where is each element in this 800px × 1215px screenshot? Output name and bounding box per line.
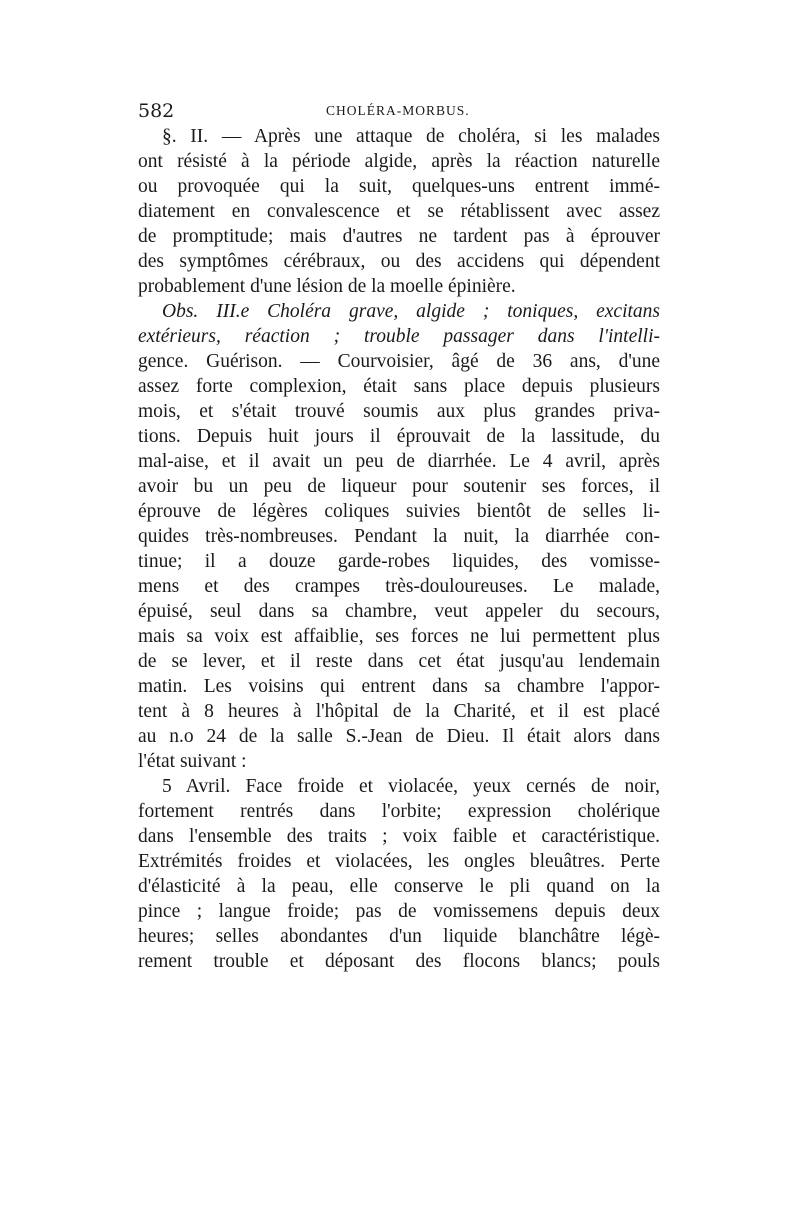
text-line: au n.o 24 de la salle S.-Jean de Dieu. Il était alors dans (138, 726, 660, 747)
running-head: CHOLÉRA-MORBUS. (326, 103, 470, 118)
text-line: des symptômes cérébraux, ou des accidens qui dépendent (138, 251, 660, 272)
text-line: Extrémités froides et violacées, les ongles bleuâtres. Perte (138, 851, 660, 872)
text-line: de se lever, et il reste dans cet état jusqu'au lendemain (138, 651, 660, 672)
text-line: d'élasticité à la peau, elle conserve le pli quand on la (138, 876, 660, 897)
text-line: diatement en convalescence et se rétablissent avec assez (138, 201, 660, 222)
text-line: ont résisté à la période algide, après la réaction naturelle (138, 151, 660, 172)
text-line: éprouve de légères coliques suivies bientôt de selles li- (138, 501, 660, 522)
text-line: 5 Avril. Face froide et violacée, yeux cernés de noir, (162, 776, 660, 797)
text-line: mois, et s'était trouvé soumis aux plus grandes priva- (138, 401, 660, 422)
text-line: §. II. — Après une attaque de choléra, si les malades (162, 126, 660, 147)
text-line: mens et des crampes très-douloureuses. Le malade, (138, 576, 660, 597)
text-line: tions. Depuis huit jours il éprouvait de la lassitude, du (138, 426, 660, 447)
text-line: rement trouble et déposant des flocons blancs; pouls (138, 951, 660, 972)
text-line: probablement d'une lésion de la moelle épinière. (138, 276, 516, 297)
text-line: dans l'ensemble des traits ; voix faible et caractéristique. (138, 826, 660, 847)
page-number: 582 (138, 100, 175, 122)
text-line: épuisé, seul dans sa chambre, veut appeler du secours, (138, 601, 660, 622)
text-line: ou provoquée qui la suit, quelques-uns entrent immé- (138, 176, 660, 197)
text-line: heures; selles abondantes d'un liquide blanchâtre légè- (138, 926, 660, 947)
text-line: matin. Les voisins qui entrent dans sa chambre l'appor- (138, 676, 660, 697)
text-line: mais sa voix est affaiblie, ses forces ne lui permettent plus (138, 626, 660, 647)
text-line: tent à 8 heures à l'hôpital de la Charité, et il est placé (138, 701, 660, 722)
text-line: extérieurs, réaction ; trouble passager dans l'intelli- (138, 326, 660, 347)
text-line: tinue; il a douze garde-robes liquides, des vomisse- (138, 551, 660, 572)
text-line: assez forte complexion, était sans place depuis plusieurs (138, 376, 660, 397)
text-line: avoir bu un peu de liqueur pour soutenir ses forces, il (138, 476, 660, 497)
text-line: de promptitude; mais d'autres ne tardent pas à éprouver (138, 226, 660, 247)
page-header (138, 100, 658, 124)
text-line: fortement rentrés dans l'orbite; expression cholérique (138, 801, 660, 822)
text-line: mal-aise, et il avait un peu de diarrhée. Le 4 avril, après (138, 451, 660, 472)
text-line: l'état suivant : (138, 751, 247, 772)
text-line: pince ; langue froide; pas de vomissemens depuis deux (138, 901, 660, 922)
text-line: quides très-nombreuses. Pendant la nuit, la diarrhée con- (138, 526, 660, 547)
text-line: Obs. III.e Choléra grave, algide ; toniques, excitans (162, 301, 660, 322)
body-text (138, 124, 660, 974)
text-line: gence. Guérison. — Courvoisier, âgé de 36 ans, d'une (138, 351, 660, 372)
